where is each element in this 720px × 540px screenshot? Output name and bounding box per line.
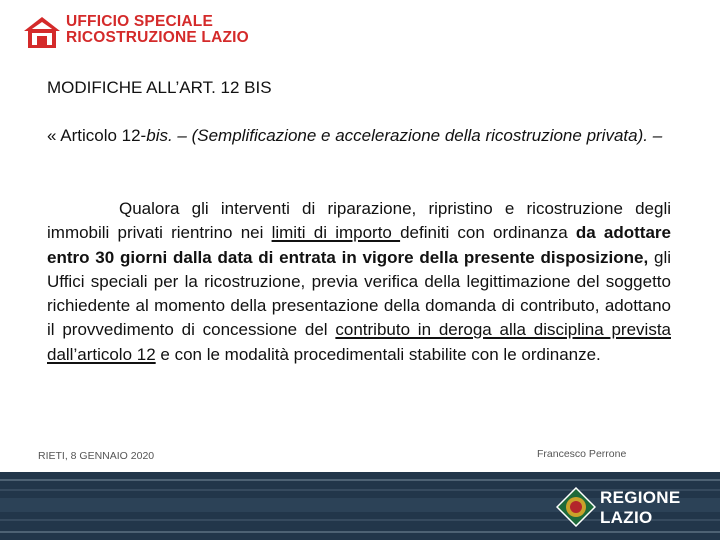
house-icon <box>22 16 62 48</box>
body-underline-1: limiti di importo <box>271 223 401 243</box>
article-body <box>47 197 671 367</box>
body-part-1: Qualora gli interventi di riparazione, ripristino e ricostruzione degli immobili privati rientrino nei <box>47 199 671 243</box>
regione-lazio-logo <box>556 487 716 531</box>
intro-bis: bis <box>146 126 168 145</box>
body-underline-2: contributo in deroga alla disciplina prevista dall’articolo 12 <box>47 320 671 364</box>
lazio-emblem-icon <box>556 487 596 527</box>
lazio-wordmark <box>600 488 681 528</box>
footer-date: RIETI, 8 GENNAIO 2020 <box>38 450 155 462</box>
brand-line-2: LAZIO <box>600 508 653 527</box>
intro-italic: . – (Semplificazione e accelerazione della ricostruzione privata). – <box>167 126 663 145</box>
body-part-4: e con le modalità procedimentali stabilite con le ordinanze. <box>155 344 601 364</box>
ufficio-speciale-logo <box>22 14 262 50</box>
logo-line-1: UFFICIO SPECIALE <box>66 13 214 30</box>
logo-line-2: RICOSTRUZIONE LAZIO <box>66 29 249 46</box>
brand-line-1: REGIONE <box>600 488 681 507</box>
body-bold-1: da adottare entro 30 giorni dalla data di entrata in vigore della presente disposizione, <box>47 223 671 267</box>
article-intro <box>47 125 677 147</box>
page-heading: MODIFICHE ALL’ART. 12 BIS <box>47 78 272 97</box>
intro-prefix: « Articolo 12- <box>47 126 147 145</box>
body-part-3: gli Uffici speciali per la ricostruzione, previa verifica della legittimazione del soggetto richiedente al momento della presentazione della domanda di contributo, adottano il provvedimento di concessione del <box>47 247 671 340</box>
footer-author: Francesco Perrone <box>537 448 627 460</box>
body-part-2: definiti con ordinanza <box>400 223 576 243</box>
logo-wordmark <box>66 14 249 46</box>
